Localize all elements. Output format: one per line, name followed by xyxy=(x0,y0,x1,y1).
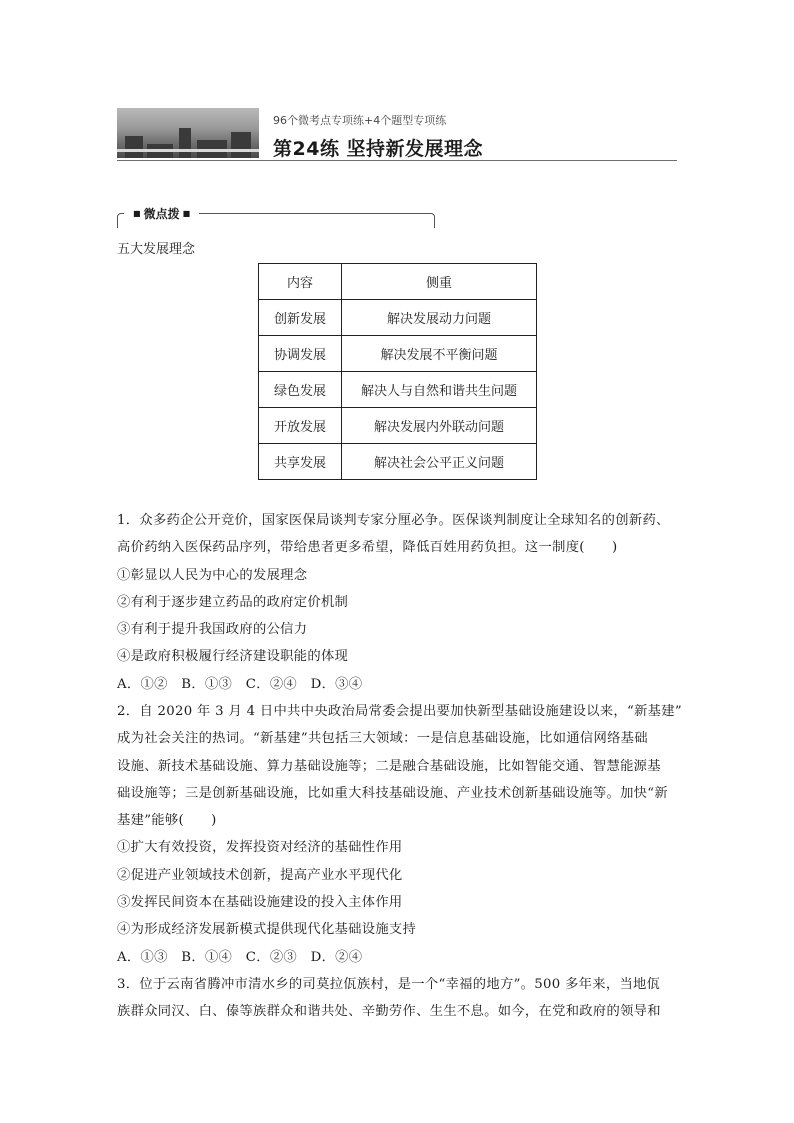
question-stem: 高价药纳入医保药品序列，带给患者更多希望，降低百姓用药负担。这一制度( ) xyxy=(117,540,618,556)
question-stem: 础设施等；三是创新基础设施，比如重大科技基础设施、产业技术创新基础设施等。加快“新 xyxy=(117,785,668,801)
table-header-row xyxy=(259,264,537,300)
development-concepts-table xyxy=(258,263,537,480)
page-title: 第24练 坚持新发展理念 xyxy=(273,138,484,160)
table-cell: 协调发展 xyxy=(259,336,342,372)
question-stem: 1．众多药企公开竞价，国家医保局谈判专家分厘必争。医保谈判制度让全球知名的创新药、 xyxy=(117,513,670,528)
question-stem: 2．自 2020 年 3 月 4 日中共中央政治局常委会提出要加快新型基础设施建设以来，“新基建” xyxy=(117,704,682,719)
question-1 xyxy=(117,507,682,698)
question-option: ①扩大有效投资，发挥投资对经济的基础性作用 xyxy=(117,840,403,856)
table-cell: 开放发展 xyxy=(259,408,342,444)
question-option: ①彰显以人民为中心的发展理念 xyxy=(117,567,308,583)
section-heading: 五大发展理念 xyxy=(117,242,196,257)
table-cell: 解决发展内外联动问题 xyxy=(342,408,537,444)
tip-label-text: 微点拨 xyxy=(143,207,180,221)
header-subtitle: 96个微考点专项练+4个题型专项练 xyxy=(273,114,447,127)
table-header-cell: 侧重 xyxy=(342,264,537,300)
square-icon: ■ xyxy=(182,209,191,218)
table-row xyxy=(259,336,537,372)
table-row xyxy=(259,444,537,480)
square-icon: ■ xyxy=(133,209,141,218)
question-stem: 族群众同汉、白、傣等族群众和谐共处、辛勤劳作、生生不息。如今，在党和政府的领导和 xyxy=(117,1004,661,1020)
table-header-cell: 内容 xyxy=(259,264,342,300)
question-option: ④是政府积极履行经济建设职能的体现 xyxy=(117,649,349,665)
question-2 xyxy=(117,698,682,971)
header-photo xyxy=(117,108,259,158)
table-row xyxy=(259,408,537,444)
question-stem: 基建”能够( ) xyxy=(117,813,217,829)
question-3 xyxy=(117,971,682,1026)
table-cell: 解决发展不平衡问题 xyxy=(342,336,537,372)
answer-choices: A．①② B．①③ C．②④ D．③④ xyxy=(117,676,363,692)
table-row xyxy=(259,300,537,336)
table-row xyxy=(259,372,537,408)
question-option: ③发挥民间资本在基础设施建设的投入主体作用 xyxy=(117,895,403,911)
table-cell: 绿色发展 xyxy=(259,372,342,408)
question-stem: 设施、新技术基础设施、算力基础设施等；二是融合基础设施，比如智能交通、智慧能源基 xyxy=(117,758,661,774)
table-cell: 共享发展 xyxy=(259,444,342,480)
tip-label xyxy=(124,205,199,222)
question-option: ②促进产业领域技术创新，提高产业水平现代化 xyxy=(117,867,403,883)
question-option: ③有利于提升我国政府的公信力 xyxy=(117,622,308,638)
table-cell: 创新发展 xyxy=(259,300,342,336)
question-option: ②有利于逐步建立药品的政府定价机制 xyxy=(117,594,349,610)
header-divider xyxy=(117,160,677,161)
question-stem: 3．位于云南省腾冲市清水乡的司莫拉佤族村，是一个“幸福的地方”。500 多年来，当地佤 xyxy=(117,977,661,992)
question-option: ④为形成经济发展新模式提供现代化基础设施支持 xyxy=(117,922,417,938)
table-cell: 解决人与自然和谐共生问题 xyxy=(342,372,537,408)
table-cell: 解决发展动力问题 xyxy=(342,300,537,336)
table-cell: 解决社会公平正义问题 xyxy=(342,444,537,480)
answer-choices: A．①③ B．①④ C．②③ D．②④ xyxy=(117,949,363,965)
question-stem: 成为社会关注的热词。“新基建”共包括三大领域：一是信息基础设施，比如通信网络基础 xyxy=(117,731,648,747)
